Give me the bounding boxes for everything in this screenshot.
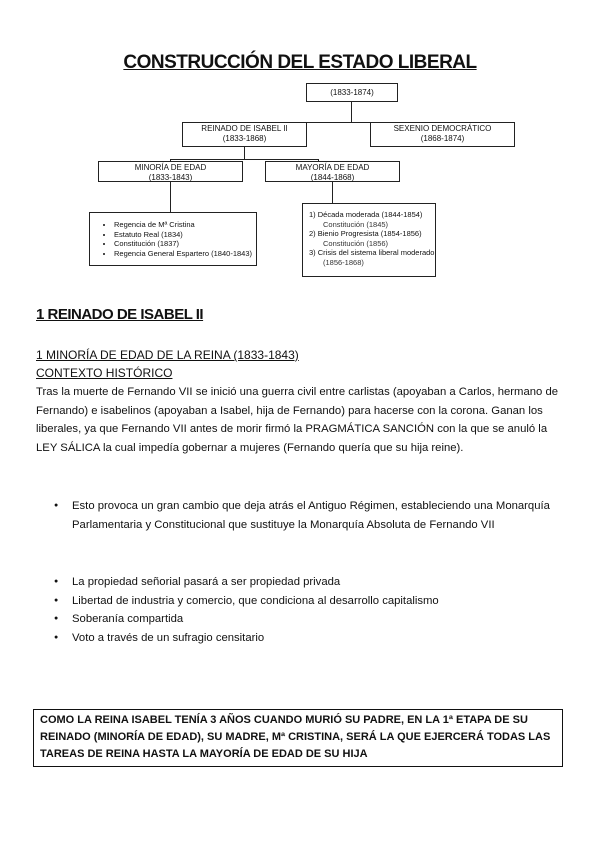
- subsection-heading: 1 MINORÍA DE EDAD DE LA REINA (1833-1843): [36, 348, 299, 362]
- list-item: • Regencia de Mª Cristina: [114, 220, 256, 230]
- root-box: (1833-1874): [306, 83, 398, 102]
- list-item: 1) Década moderada (1844-1854) Constitución (1845): [309, 210, 423, 229]
- note-box: COMO LA REINA ISABEL TENÍA 3 AÑOS CUANDO MURIÓ SU PADRE, EN LA 1ª ETAPA DE SU REINADO (MINORÍA DE EDAD), SU MADRE, Mª CRISTINA, SERÁ LA QUE EJERCERÁ TODAS LAS TAREAS DE REINA HASTA LA MAYORÍA DE EDAD DE SU HIJA: [33, 709, 563, 767]
- minoria-label: MINORÍA DE EDAD: [134, 163, 207, 172]
- mayoria-box: [265, 161, 400, 182]
- reinado-years: (1833-1868): [222, 134, 267, 143]
- list-item: ● La propiedad señorial pasará a ser propiedad privada: [36, 573, 566, 592]
- list-item: ● Soberanía compartida: [36, 610, 566, 629]
- list-item: ● Esto provoca un gran cambio que deja atrás el Antiguo Régimen, estableciendo una Monarquía Parlamentaria y Constitucional que sustituye la Monarquía Absoluta de Fernando VII: [36, 497, 566, 534]
- connector: [332, 181, 333, 203]
- sexenio-years: (1868-1874): [420, 134, 465, 143]
- mayoria-years: (1844-1868): [310, 173, 355, 182]
- list-item: • Estatuto Real (1834): [114, 230, 256, 240]
- bullet-list-2: [36, 573, 566, 647]
- sexenio-box: [370, 122, 515, 147]
- list-item: ● Libertad de industria y comercio, que condiciona al desarrollo capitalismo: [36, 592, 566, 611]
- connector: [244, 147, 245, 159]
- connector: [170, 181, 171, 212]
- minoria-list: [89, 212, 257, 266]
- list-item: • Constitución (1837): [114, 239, 256, 249]
- minoria-box: [98, 161, 243, 182]
- list-item: • Regencia General Espartero (1840-1843): [114, 249, 256, 259]
- context-heading: CONTEXTO HISTÓRICO: [36, 366, 173, 380]
- reinado-label: REINADO DE ISABEL II: [201, 124, 288, 133]
- connector: [351, 102, 352, 122]
- mayoria-label: MAYORÍA DE EDAD: [295, 163, 370, 172]
- mayoria-list: [302, 203, 436, 277]
- list-item: 3) Crisis del sistema liberal moderado (1856-1868): [309, 248, 435, 267]
- list-item: ● Voto a través de un sufragio censitario: [36, 629, 566, 648]
- minoria-years: (1833-1843): [148, 173, 193, 182]
- section-heading: 1 REINADO DE ISABEL II: [36, 306, 204, 323]
- reinado-box: [182, 122, 307, 147]
- connector: [170, 159, 318, 160]
- context-paragraph: Tras la muerte de Fernando VII se inició una guerra civil entre carlistas (apoyaban a Carlos, hermano de Fernando) e isabelinos (apoyaban a Isabel, hija de Fernando) para hacerse con la corona. Ganan los liberales, ya que Fernando VII antes de morir firmó la PRAGMÁTICA SANCIÓN con la que se anuló la LEY SÁLICA la cual impedía gobernar a mujeres (Fernando quería que su hija reine).: [36, 386, 559, 454]
- sexenio-label: SEXENIO DEMOCRÁTICO: [393, 124, 492, 133]
- page-title: CONSTRUCCIÓN DEL ESTADO LIBERAL: [123, 52, 477, 73]
- bullet-list-1: [36, 497, 566, 534]
- list-item: 2) Bienio Progresista (1854-1856) Constitución (1856): [309, 229, 422, 248]
